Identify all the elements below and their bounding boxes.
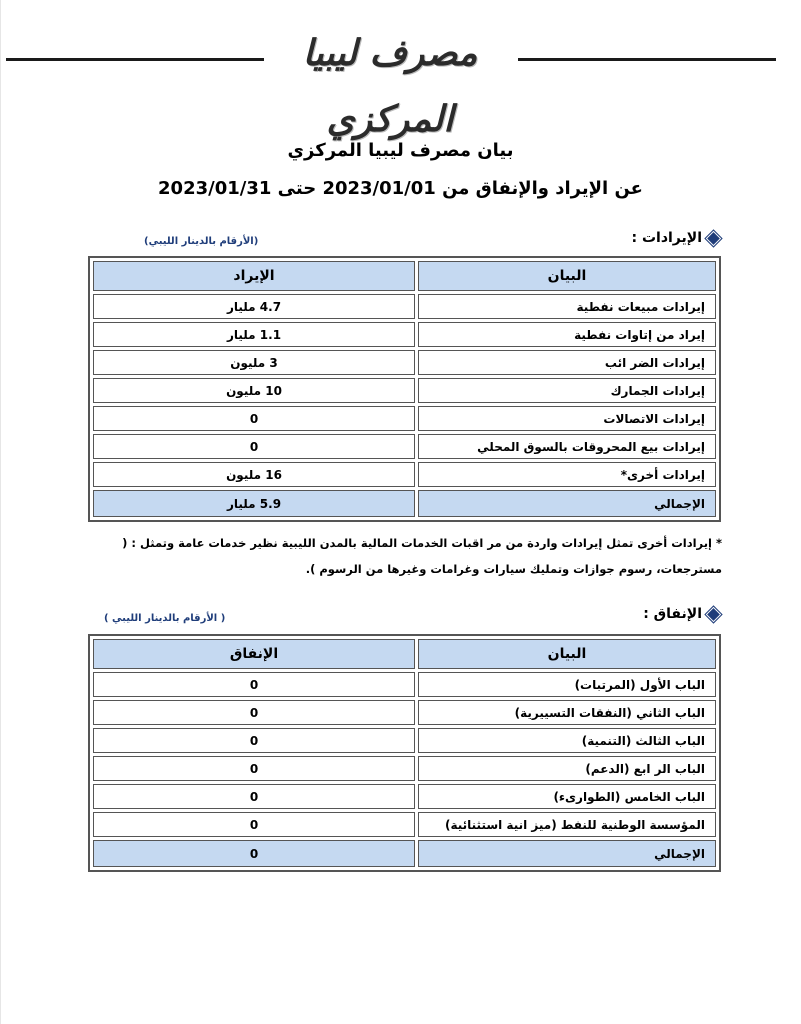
col-header-description: البيان: [418, 639, 716, 669]
diamond-bullet-icon: [706, 606, 722, 622]
expenditure-table: [88, 634, 721, 872]
row-value: 16 مليون: [93, 462, 415, 487]
table-header-row: [93, 261, 716, 291]
bank-logo: مصرف ليبيا المركزي: [302, 32, 478, 140]
row-value: 0: [93, 812, 415, 837]
row-description: إيرادات مبيعات نفطية: [418, 294, 716, 319]
total-label: الإجمالي: [418, 490, 716, 517]
row-value: 0: [93, 784, 415, 809]
row-value: 0: [93, 756, 415, 781]
header-rule-right: [518, 58, 776, 61]
revenue-table: [88, 256, 721, 522]
revenue-section-label: الإيرادات :: [631, 230, 702, 246]
table-row: [93, 434, 716, 459]
total-value: 0: [93, 840, 415, 867]
table-row: [93, 756, 716, 781]
row-value: 4.7 مليار: [93, 294, 415, 319]
row-value: 0: [93, 434, 415, 459]
row-value: 0: [93, 728, 415, 753]
table-row: [93, 378, 716, 403]
table-row: [93, 406, 716, 431]
expenditure-unit-note: ( الأرقام بالدينار الليبي ): [104, 613, 226, 624]
expenditure-section-label: الإنفاق :: [643, 606, 702, 622]
expenditure-section-heading: [643, 606, 719, 622]
row-description: إيرادات الاتصالات: [418, 406, 716, 431]
table-row: [93, 700, 716, 725]
row-description: إيرادات الضر ائب: [418, 350, 716, 375]
row-description: الباب الر ابع (الدعم): [418, 756, 716, 781]
header-rule-left: [6, 58, 264, 61]
total-label: الإجمالي: [418, 840, 716, 867]
revenue-unit-note: (الأرقام بالدينار الليبي): [144, 236, 259, 247]
table-row: [93, 322, 716, 347]
row-description: المؤسسة الوطنية للنفط (ميز انية استثنائية): [418, 812, 716, 837]
row-description: الباب الثالث (التنمية): [418, 728, 716, 753]
row-description: إيرادات بيع المحروقات بالسوق المحلي: [418, 434, 716, 459]
table-row: [93, 784, 716, 809]
col-header-description: البيان: [418, 261, 716, 291]
row-description: إيرادات أخرى*: [418, 462, 716, 487]
table-row: [93, 294, 716, 319]
total-value: 5.9 مليار: [93, 490, 415, 517]
table-total-row: [93, 840, 716, 867]
row-value: 0: [93, 672, 415, 697]
table-header-row: [93, 639, 716, 669]
page-subtitle: عن الإيراد والإنفاق من 2023/01/01 حتى 2023/01/31: [158, 178, 643, 199]
revenue-footnote: * إيرادات أخرى تمثل إيرادات واردة من مر اقبات الخدمات المالية بالمدن الليبية نظير خدمات عامة وتمثل : ( مسترجعات، رسوم جوازات وتمليك سيارات وغرامات وغيرها من الرسوم ).: [122, 536, 722, 576]
row-description: الباب الخامس (الطوارىء): [418, 784, 716, 809]
table-row: [93, 728, 716, 753]
row-description: الباب الأول (المرتبات): [418, 672, 716, 697]
page-title: بيان مصرف ليبيا المركزي: [287, 140, 514, 161]
table-row: [93, 672, 716, 697]
col-header-expenditure: الإنفاق: [93, 639, 415, 669]
row-description: إيرادات الجمارك: [418, 378, 716, 403]
row-description: الباب الثاني (النفقات التسييرية): [418, 700, 716, 725]
table-row: [93, 812, 716, 837]
table-total-row: [93, 490, 716, 517]
row-value: 1.1 مليار: [93, 322, 415, 347]
col-header-revenue: الإيراد: [93, 261, 415, 291]
revenue-section-heading: [631, 230, 719, 246]
row-description: إيراد من إتاوات نفطية: [418, 322, 716, 347]
row-value: 0: [93, 700, 415, 725]
row-value: 10 مليون: [93, 378, 415, 403]
diamond-bullet-icon: [706, 230, 722, 246]
row-value: 0: [93, 406, 415, 431]
table-row: [93, 350, 716, 375]
row-value: 3 مليون: [93, 350, 415, 375]
table-row: [93, 462, 716, 487]
